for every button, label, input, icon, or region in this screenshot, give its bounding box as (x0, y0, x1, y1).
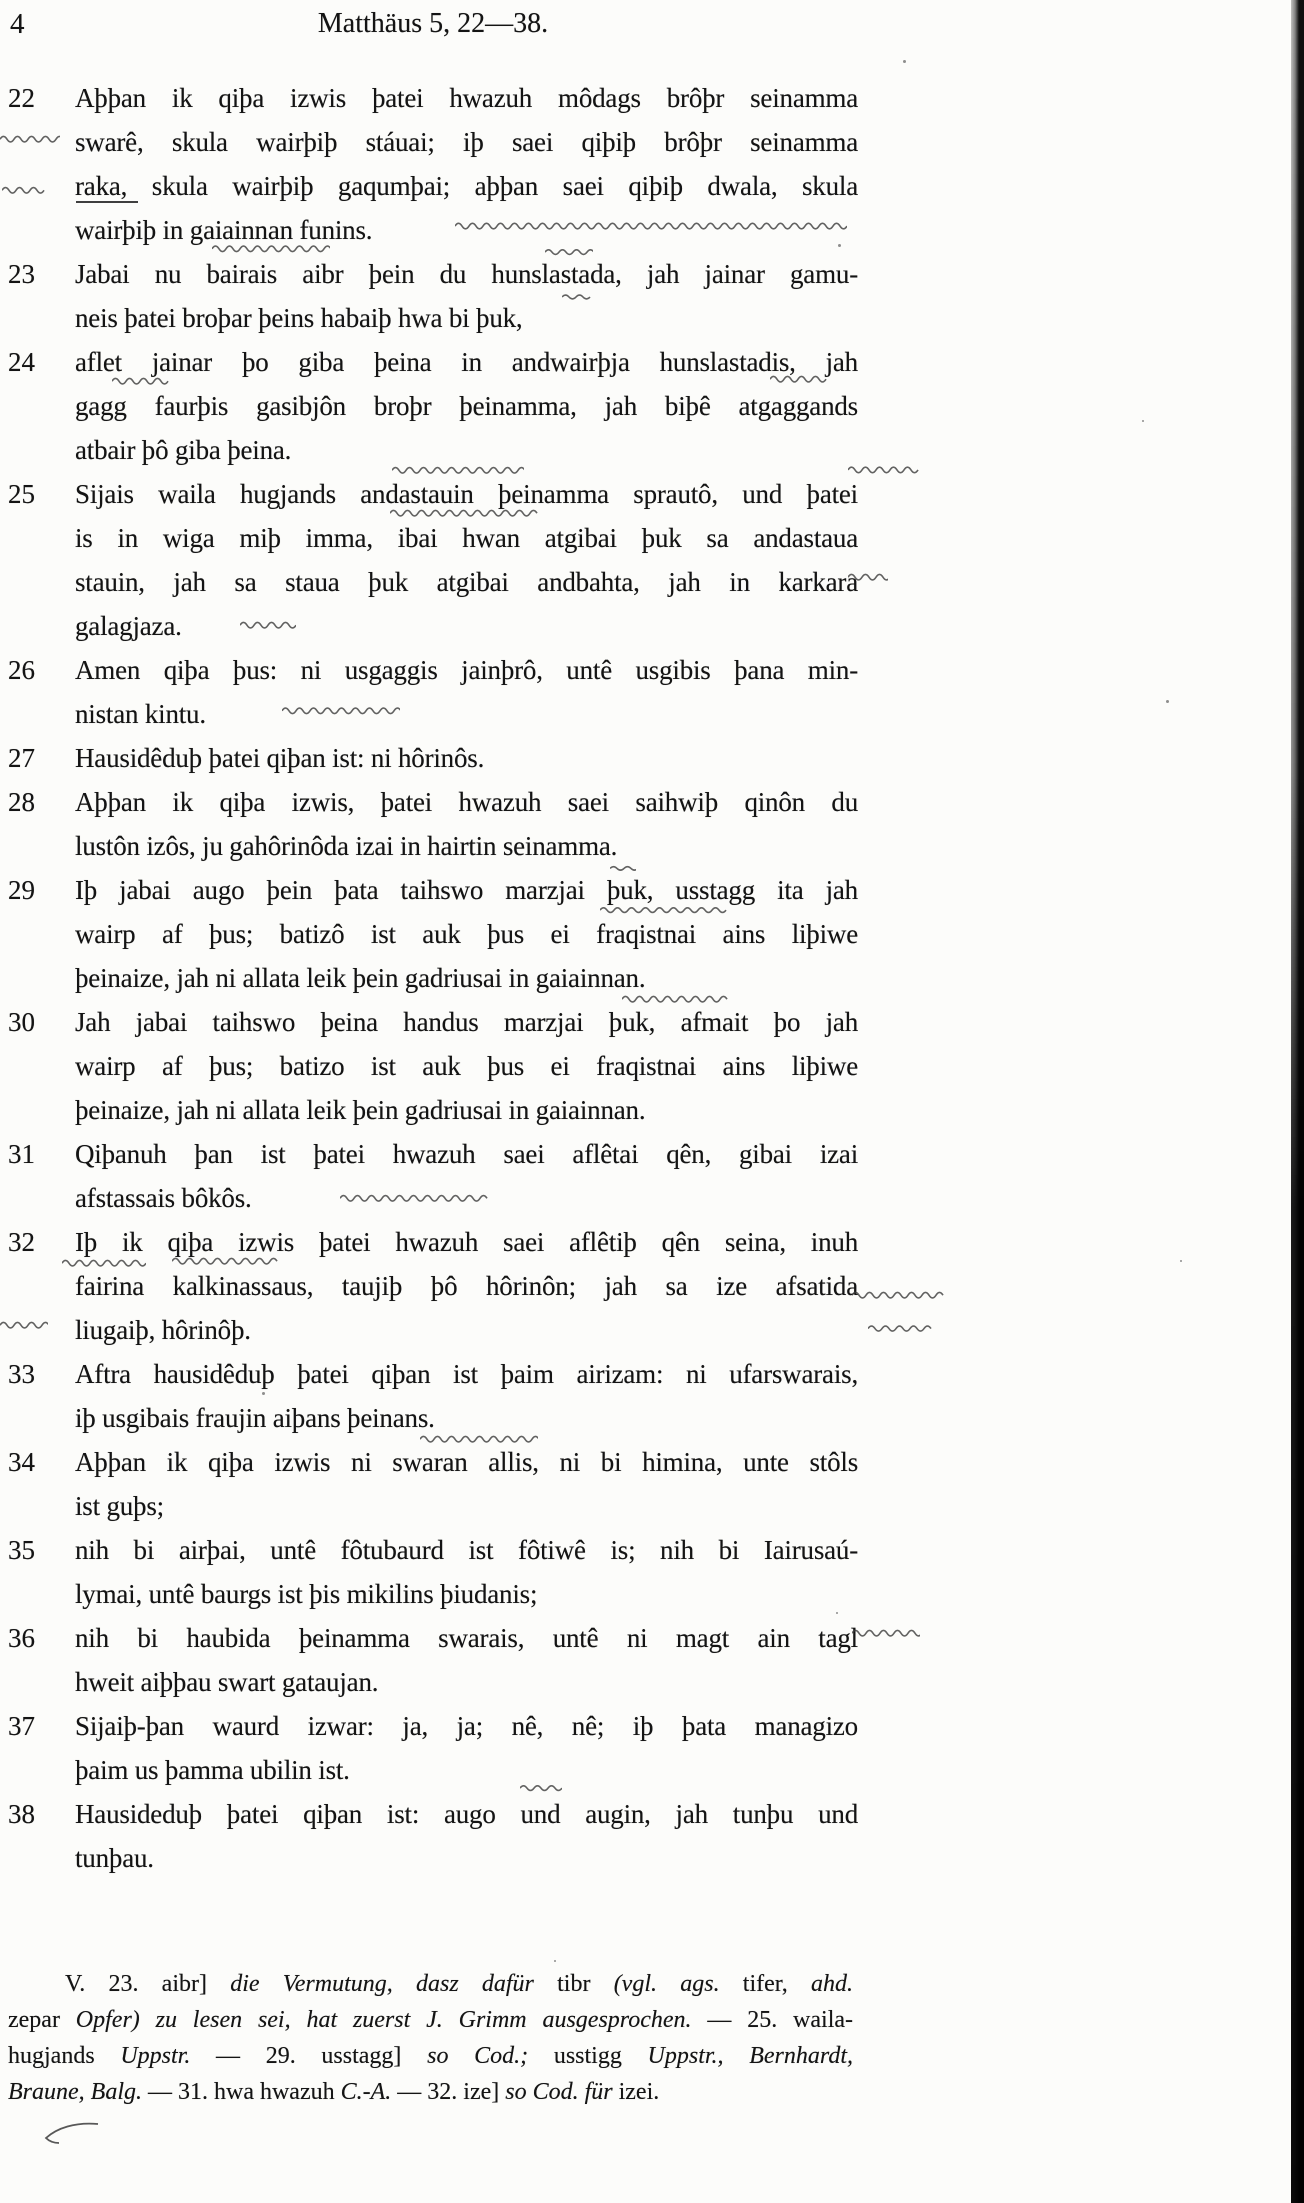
verse-number: 24 (8, 347, 35, 377)
verse-line: Sijaiþ-þan waurd izwar: ja, ja; nê, nê; iþ þata managizo (75, 1711, 858, 1741)
handwritten-annotation (390, 506, 540, 519)
verse-number: 35 (8, 1535, 35, 1565)
footnote-segment: V. 23. aibr] (65, 1971, 231, 1997)
handwritten-annotation (600, 904, 728, 915)
footnote-line (8, 2002, 853, 2038)
verse-number: 36 (8, 1623, 35, 1653)
verse-line: aflet jainar þo giba þeina in andwairþja hunslastadis, jah (75, 347, 858, 377)
verse-25 (8, 472, 858, 648)
ink-speck (554, 1960, 556, 1962)
verse-number: 27 (8, 743, 35, 773)
verse-line: gagg faurþis gasibjôn broþr þeinamma, jah biþê atgaggands (75, 391, 858, 421)
verse-28 (8, 780, 858, 868)
verse-number: 38 (8, 1799, 35, 1829)
verse-line: ist guþs; (75, 1491, 164, 1521)
footnote-segment: so Cod.; (427, 2043, 529, 2069)
handwritten-annotation (848, 460, 920, 478)
verse-number: 23 (8, 259, 35, 289)
footnote-segment: zepar (8, 2007, 76, 2033)
footnote-line (8, 2074, 853, 2110)
verse-line: stauin, jah sa staua þuk atgibai andbahta, jah in karkara (75, 567, 858, 597)
handwritten-arrow-annotation (42, 2120, 102, 2148)
verse-33 (8, 1352, 858, 1440)
footnote-segment: usstigg (528, 2043, 648, 2069)
verse-number: 33 (8, 1359, 35, 1389)
verse-line: Sijais waila hugjands andastauin þeinamma sprautô, und þatei (75, 479, 858, 509)
ink-speck (1166, 700, 1169, 703)
verse-26 (8, 648, 858, 736)
verse-line: iþ usgibais fraujin aiþans þeinans. (75, 1403, 435, 1433)
handwritten-annotation (868, 1322, 934, 1334)
verse-line: lustôn izôs, ju gahôrinôda izai in hairtin seinamma. (75, 831, 618, 861)
verse-line: tunþau. (75, 1843, 154, 1873)
handwritten-annotation (622, 992, 730, 1005)
verse-32 (8, 1220, 858, 1352)
verse-line: Jabai nu bairais aibr þein du hunslastada, jah jainar gamu- (75, 259, 858, 289)
verse-23 (8, 252, 858, 340)
handwritten-annotation (520, 1782, 562, 1793)
verse-line: liugaiþ, hôrinôþ. (75, 1315, 251, 1345)
verse-text-block (8, 76, 858, 1880)
verse-number: 34 (8, 1447, 35, 1477)
page-number: 4 (10, 8, 25, 40)
verse-37 (8, 1704, 858, 1792)
footnote-segment: Braune, Balg. (8, 2079, 142, 2105)
footnote-segment: (vgl. ags. (613, 1971, 743, 1997)
verse-line: hweit aiþþau swart gataujan. (75, 1667, 379, 1697)
footnote-segment: — 29. usstagg] (190, 2043, 428, 2069)
ink-speck (836, 1612, 838, 1614)
verse-line: þeinaize, jah ni allata leik þein gadriusai in gaiainnan. (75, 1095, 646, 1125)
verse-line: þaim us þamma ubilin ist. (75, 1755, 350, 1785)
handwritten-annotation (610, 864, 636, 872)
verse-number: 29 (8, 875, 35, 905)
verse-line: raka, skula wairþiþ gaqumþai; aþþan saei qiþiþ dwala, skula (75, 171, 858, 201)
verse-line: wairþiþ in gaiainnan funins. (75, 215, 373, 245)
verse-35 (8, 1528, 858, 1616)
verse-line: fairina kalkinassaus, taujiþ þô hôrinôn; jah sa ize afsatida (75, 1271, 858, 1301)
verse-line: nih bi haubida þeinamma swarais, untê ni magt ain tagl (75, 1623, 858, 1653)
handwritten-annotation (282, 702, 400, 718)
verse-31 (8, 1132, 858, 1220)
running-title: Matthäus 5, 22—38. (317, 8, 549, 39)
footnote-segment: tifer, (742, 1971, 812, 1997)
footnote-line (8, 2038, 853, 2074)
underline-annotation (76, 201, 138, 203)
verse-36 (8, 1616, 858, 1704)
footnote-segment: Opfer) zu lesen sei, hat zuerst J. Grimm ausgesprochen. (75, 2007, 692, 2033)
footnote-segment: tibr (557, 1971, 614, 1997)
verse-34 (8, 1440, 858, 1528)
footnote-segment: — 32. ize] (391, 2079, 506, 2105)
verse-line: nistan kintu. (75, 699, 206, 729)
footnote-segment: — 31. hwa hwazuh (141, 2079, 341, 2105)
handwritten-annotation (112, 374, 170, 387)
verse-number: 26 (8, 655, 35, 685)
ink-speck (262, 1392, 265, 1395)
handwritten-annotation (340, 1190, 488, 1205)
verse-number: 22 (8, 83, 35, 113)
handwritten-annotation (562, 292, 592, 301)
handwritten-annotation (0, 1318, 48, 1331)
verse-number: 31 (8, 1139, 35, 1169)
verse-line: Jah jabai taihswo þeina handus marzjai þuk, afmait þo jah (75, 1007, 858, 1037)
verse-line: nih bi airþai, untê fôtubaurd ist fôtiwê is; nih bi Iairusaú- (75, 1535, 858, 1565)
verse-line: Aþþan ik qiþa izwis, þatei hwazuh saei saihwiþ qinôn du (75, 787, 858, 817)
verse-line: Aftra hausidêduþ þatei qiþan ist þaim airizam: ni ufarswarais, (75, 1359, 858, 1389)
handwritten-annotation (770, 372, 828, 385)
verse-24 (8, 340, 858, 472)
verse-line: wairp af þus; batizo ist auk þus ei fraqistnai ains liþiwe (75, 1051, 858, 1081)
handwritten-annotation (392, 462, 524, 477)
verse-line: is in wiga miþ imma, ibai hwan atgibai þuk sa andastaua (75, 523, 858, 553)
verse-line: afstassais bôkôs. (75, 1183, 252, 1213)
verse-line: atbair þô giba þeina. (75, 435, 292, 465)
footnote-segment: C.-A. (340, 2079, 392, 2105)
verse-line: swarê, skula wairþiþ stáuai; iþ saei qiþiþ brôþr seinamma (75, 127, 858, 157)
handwritten-annotation (62, 1256, 146, 1269)
verse-number: 30 (8, 1007, 35, 1037)
verse-line: wairp af þus; batizô ist auk þus ei fraqistnai ains liþiwe (75, 919, 858, 949)
footnote-segment: Uppstr., Bernhardt, (647, 2043, 853, 2069)
verse-30 (8, 1000, 858, 1132)
handwritten-annotation (545, 246, 593, 257)
footnote-segment: izei. (612, 2079, 660, 2105)
ink-speck (1142, 420, 1144, 422)
footnote-block (8, 1966, 853, 2110)
verse-38 (8, 1792, 858, 1880)
verse-line: lymai, untê baurgs ist þis mikilins þiudanis; (75, 1579, 538, 1609)
verse-line: galagjaza. (75, 611, 182, 641)
verse-number: 28 (8, 787, 35, 817)
handwritten-annotation (852, 1288, 944, 1301)
handwritten-annotation (212, 240, 330, 256)
verse-29 (8, 868, 858, 1000)
ink-speck (903, 60, 906, 63)
verse-line: Amen qiþa þus: ni usgaggis jainþrô, untê usgibis þana min- (75, 655, 858, 685)
footnote-segment: hugjands (8, 2043, 121, 2069)
verse-line: Aþþan ik qiþa izwis ni swaran allis, ni bi himina, unte stôls (75, 1447, 858, 1477)
handwritten-annotation (240, 618, 296, 631)
footnote-line (8, 1966, 853, 2002)
footnote-segment: so Cod. für (505, 2079, 613, 2105)
handwritten-annotation (455, 214, 847, 236)
ink-speck (838, 244, 841, 247)
verse-line: Iþ ik qiþa izwis þatei hwazuh saei aflêtiþ qên seina, inuh (75, 1227, 858, 1257)
verse-27 (8, 736, 858, 780)
handwritten-annotation (2, 176, 46, 202)
footnote-segment: — 25. waila- (691, 2007, 853, 2033)
verse-line: Iþ jabai augo þein þata taihswo marzjai þuk, usstagg ita jah (75, 875, 858, 905)
handwritten-annotation (0, 126, 60, 150)
verse-number: 25 (8, 479, 35, 509)
footnote-segment: Uppstr. (120, 2043, 191, 2069)
verse-line: þeinaize, jah ni allata leik þein gadriusai in gaiainnan. (75, 963, 646, 993)
footnote-segment: die Vermutung, dasz dafür (230, 1971, 558, 1997)
verse-number: 37 (8, 1711, 35, 1741)
footnote-segment: ahd. (811, 1971, 853, 1997)
verse-line: Hausideduþ þatei qiþan ist: augo und augin, jah tunþu und (75, 1799, 858, 1829)
handwritten-annotation (420, 1432, 538, 1445)
handwritten-annotation (172, 1254, 280, 1267)
verse-number: 32 (8, 1227, 35, 1257)
verse-line: Qiþanuh þan ist þatei hwazuh saei aflêtai qên, gibai izai (75, 1139, 858, 1169)
verse-line: Aþþan ik qiþa izwis þatei hwazuh môdags brôþr seinamma (75, 83, 858, 113)
handwritten-annotation (848, 570, 888, 583)
verse-line: neis þatei broþar þeins habaiþ hwa bi þuk, (75, 303, 523, 333)
ink-speck (1180, 1260, 1182, 1262)
scan-edge-shadow (1291, 0, 1304, 2203)
handwritten-annotation (852, 1626, 920, 1639)
verse-line: Hausidêduþ þatei qiþan ist: ni hôrinôs. (75, 743, 485, 773)
